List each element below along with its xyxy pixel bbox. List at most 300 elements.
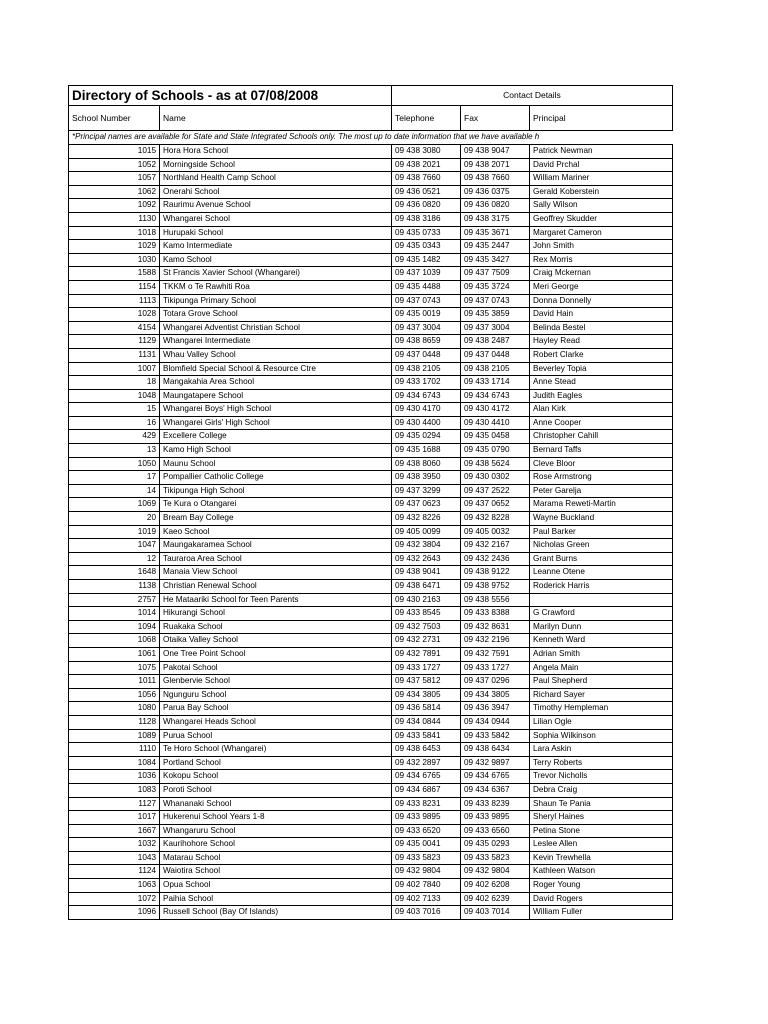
telephone-cell: 09 435 1482 (392, 253, 461, 267)
table-row (69, 471, 673, 485)
school-number-cell: 1094 (69, 620, 160, 634)
fax-cell: 09 434 3805 (461, 688, 530, 702)
fax-cell: 09 438 2487 (461, 335, 530, 349)
contact-details-label: Contact Details (392, 86, 673, 106)
telephone-cell: 09 435 1688 (392, 444, 461, 458)
principal-cell: Anne Cooper (530, 416, 673, 430)
school-number-cell: 1113 (69, 294, 160, 308)
school-number-cell: 1015 (69, 145, 160, 159)
principal-cell: Richard Sayer (530, 688, 673, 702)
table-row (69, 280, 673, 294)
telephone-cell: 09 433 5823 (392, 851, 461, 865)
telephone-cell: 09 438 3186 (392, 212, 461, 226)
telephone-cell: 09 432 2643 (392, 552, 461, 566)
school-name-cell: Whangarei Heads School (160, 715, 392, 729)
telephone-cell: 09 432 3804 (392, 539, 461, 553)
table-row (69, 430, 673, 444)
school-name-cell: Parua Bay School (160, 702, 392, 716)
principal-cell: Marilyn Dunn (530, 620, 673, 634)
telephone-cell: 09 430 4170 (392, 403, 461, 417)
principal-cell: Judith Eagles (530, 389, 673, 403)
school-number-cell: 1019 (69, 525, 160, 539)
table-row (69, 743, 673, 757)
fax-cell: 09 438 5556 (461, 593, 530, 607)
table-row (69, 811, 673, 825)
principal-cell: Kenneth Ward (530, 634, 673, 648)
fax-cell: 09 437 0448 (461, 348, 530, 362)
column-header-row (69, 106, 673, 131)
principal-cell: Grant Burns (530, 552, 673, 566)
fax-cell: 09 432 8228 (461, 512, 530, 526)
school-name-cell: Kamo High School (160, 444, 392, 458)
school-name-cell: Hikurangi School (160, 607, 392, 621)
principal-cell: Geoffrey Skudder (530, 212, 673, 226)
table-row (69, 294, 673, 308)
school-number-cell: 1030 (69, 253, 160, 267)
fax-cell: 09 438 2071 (461, 158, 530, 172)
principal-cell: Craig Mckernan (530, 267, 673, 281)
principal-cell: Wayne Buckland (530, 512, 673, 526)
principal-cell: Gerald Koberstein (530, 185, 673, 199)
telephone-cell: 09 436 0820 (392, 199, 461, 213)
school-number-cell: 1017 (69, 811, 160, 825)
fax-cell: 09 432 7591 (461, 647, 530, 661)
table-row (69, 851, 673, 865)
fax-cell: 09 434 6765 (461, 770, 530, 784)
school-number-cell: 16 (69, 416, 160, 430)
telephone-cell: 09 432 8226 (392, 512, 461, 526)
table-row (69, 892, 673, 906)
fax-cell: 09 430 0302 (461, 471, 530, 485)
fax-cell: 09 433 1727 (461, 661, 530, 675)
fax-cell: 09 432 2196 (461, 634, 530, 648)
telephone-cell: 09 435 0343 (392, 240, 461, 254)
principal-cell: David Rogers (530, 892, 673, 906)
telephone-cell: 09 434 3805 (392, 688, 461, 702)
table-row (69, 172, 673, 186)
school-number-cell: 2757 (69, 593, 160, 607)
fax-cell: 09 438 9047 (461, 145, 530, 159)
header-fax: Fax (461, 106, 530, 131)
telephone-cell: 09 438 6453 (392, 743, 461, 757)
fax-cell: 09 433 1714 (461, 376, 530, 390)
principal-cell: Roderick Harris (530, 580, 673, 594)
table-row (69, 512, 673, 526)
header-principal: Principal (530, 106, 673, 131)
school-number-cell: 1130 (69, 212, 160, 226)
telephone-cell: 09 436 5814 (392, 702, 461, 716)
school-name-cell: Maungakaramea School (160, 539, 392, 553)
principal-cell: Patrick Newman (530, 145, 673, 159)
fax-cell: 09 433 8239 (461, 797, 530, 811)
table-row (69, 702, 673, 716)
school-number-cell: 1667 (69, 824, 160, 838)
principal-note: *Principal names are available for State and State Integrated Schools only. The most up to date information that we have available h (69, 131, 673, 145)
fax-cell: 09 436 0820 (461, 199, 530, 213)
fax-cell: 09 435 3724 (461, 280, 530, 294)
school-name-cell: Totara Grove School (160, 308, 392, 322)
school-name-cell: Maungatapere School (160, 389, 392, 403)
table-row (69, 797, 673, 811)
school-name-cell: Tauraroa Area School (160, 552, 392, 566)
principal-cell: Rose Armstrong (530, 471, 673, 485)
telephone-cell: 09 435 0294 (392, 430, 461, 444)
table-row (69, 226, 673, 240)
telephone-cell: 09 433 1702 (392, 376, 461, 390)
principal-cell: William Fuller (530, 906, 673, 920)
telephone-cell: 09 434 6867 (392, 783, 461, 797)
school-name-cell: Mangakahia Area School (160, 376, 392, 390)
telephone-cell: 09 437 1039 (392, 267, 461, 281)
school-name-cell: Whangarei Adventist Christian School (160, 321, 392, 335)
fax-cell: 09 433 8388 (461, 607, 530, 621)
telephone-cell: 09 402 7840 (392, 879, 461, 893)
table-row (69, 838, 673, 852)
telephone-cell: 09 435 0733 (392, 226, 461, 240)
school-name-cell: Tikipunga Primary School (160, 294, 392, 308)
table-row (69, 607, 673, 621)
telephone-cell: 09 435 0019 (392, 308, 461, 322)
telephone-cell: 09 438 8659 (392, 335, 461, 349)
telephone-cell: 09 434 6765 (392, 770, 461, 784)
telephone-cell: 09 432 7891 (392, 647, 461, 661)
school-number-cell: 1075 (69, 661, 160, 675)
table-row (69, 729, 673, 743)
school-number-cell: 1084 (69, 756, 160, 770)
school-number-cell: 1110 (69, 743, 160, 757)
fax-cell: 09 438 3175 (461, 212, 530, 226)
fax-cell: 09 438 9122 (461, 566, 530, 580)
school-name-cell: Poroti School (160, 783, 392, 797)
school-number-cell: 1050 (69, 457, 160, 471)
principal-cell: Petina Stone (530, 824, 673, 838)
school-name-cell: Ngunguru School (160, 688, 392, 702)
principal-cell: Meri George (530, 280, 673, 294)
school-name-cell: Hora Hora School (160, 145, 392, 159)
school-number-cell: 1648 (69, 566, 160, 580)
telephone-cell: 09 438 8060 (392, 457, 461, 471)
fax-cell: 09 434 6367 (461, 783, 530, 797)
telephone-cell: 09 430 2163 (392, 593, 461, 607)
principal-cell: Rex Morris (530, 253, 673, 267)
fax-cell: 09 438 9752 (461, 580, 530, 594)
telephone-cell: 09 433 1727 (392, 661, 461, 675)
table-row (69, 498, 673, 512)
table-row (69, 580, 673, 594)
table-row (69, 879, 673, 893)
school-name-cell: Kamo Intermediate (160, 240, 392, 254)
telephone-cell: 09 405 0099 (392, 525, 461, 539)
school-number-cell: 429 (69, 430, 160, 444)
school-number-cell: 1124 (69, 865, 160, 879)
school-number-cell: 17 (69, 471, 160, 485)
fax-cell: 09 435 2447 (461, 240, 530, 254)
principal-cell: Marama Reweti-Martin (530, 498, 673, 512)
telephone-cell: 09 437 0448 (392, 348, 461, 362)
school-number-cell: 1588 (69, 267, 160, 281)
school-number-cell: 18 (69, 376, 160, 390)
table-row (69, 647, 673, 661)
principal-cell: Kathleen Watson (530, 865, 673, 879)
principal-cell: Sally Wilson (530, 199, 673, 213)
school-name-cell: Opua School (160, 879, 392, 893)
table-row (69, 756, 673, 770)
school-name-cell: Whangarei Intermediate (160, 335, 392, 349)
school-number-cell: 1138 (69, 580, 160, 594)
fax-cell: 09 437 7509 (461, 267, 530, 281)
school-number-cell: 1069 (69, 498, 160, 512)
fax-cell: 09 432 8631 (461, 620, 530, 634)
school-name-cell: Whangaruru School (160, 824, 392, 838)
fax-cell: 09 403 7014 (461, 906, 530, 920)
school-number-cell: 1057 (69, 172, 160, 186)
principal-cell: Paul Barker (530, 525, 673, 539)
telephone-cell: 09 438 6471 (392, 580, 461, 594)
fax-cell: 09 437 3004 (461, 321, 530, 335)
school-number-cell: 4154 (69, 321, 160, 335)
fax-cell: 09 432 9804 (461, 865, 530, 879)
telephone-cell: 09 435 0041 (392, 838, 461, 852)
school-name-cell: Portland School (160, 756, 392, 770)
header-name: Name (160, 106, 392, 131)
table-row (69, 865, 673, 879)
school-name-cell: Matarau School (160, 851, 392, 865)
telephone-cell: 09 438 2021 (392, 158, 461, 172)
fax-cell: 09 430 4410 (461, 416, 530, 430)
fax-cell: 09 433 9895 (461, 811, 530, 825)
principal-cell: Margaret Cameron (530, 226, 673, 240)
table-row (69, 593, 673, 607)
school-name-cell: Kamo School (160, 253, 392, 267)
principal-cell: Robert Clarke (530, 348, 673, 362)
telephone-cell: 09 433 8545 (392, 607, 461, 621)
table-row (69, 212, 673, 226)
school-number-cell: 1007 (69, 362, 160, 376)
principal-cell: Sophia Wilkinson (530, 729, 673, 743)
table-row (69, 566, 673, 580)
school-name-cell: Raurimu Avenue School (160, 199, 392, 213)
school-name-cell: TKKM o Te Rawhiti Roa (160, 280, 392, 294)
table-row (69, 308, 673, 322)
principal-cell: Timothy Hempleman (530, 702, 673, 716)
school-name-cell: Kokopu School (160, 770, 392, 784)
fax-cell: 09 437 0652 (461, 498, 530, 512)
principal-cell: Cleve Bloor (530, 457, 673, 471)
fax-cell: 09 435 3427 (461, 253, 530, 267)
school-name-cell: Bream Bay College (160, 512, 392, 526)
telephone-cell: 09 435 4488 (392, 280, 461, 294)
table-row (69, 688, 673, 702)
principal-cell: Shaun Te Pania (530, 797, 673, 811)
principal-cell: Hayley Read (530, 335, 673, 349)
table-row (69, 416, 673, 430)
principal-cell: Donna Donnelly (530, 294, 673, 308)
telephone-cell: 09 433 6520 (392, 824, 461, 838)
school-number-cell: 1154 (69, 280, 160, 294)
fax-cell: 09 435 0458 (461, 430, 530, 444)
telephone-cell: 09 434 0844 (392, 715, 461, 729)
school-name-cell: Manaia View School (160, 566, 392, 580)
school-directory-sheet (68, 85, 672, 920)
table-row (69, 457, 673, 471)
fax-cell: 09 438 6434 (461, 743, 530, 757)
fax-cell: 09 435 3671 (461, 226, 530, 240)
school-name-cell: Whananaki School (160, 797, 392, 811)
school-name-cell: Morningside School (160, 158, 392, 172)
telephone-cell: 09 432 9804 (392, 865, 461, 879)
principal-cell: Angela Main (530, 661, 673, 675)
school-number-cell: 1047 (69, 539, 160, 553)
fax-cell: 09 437 0743 (461, 294, 530, 308)
fax-cell: 09 435 0293 (461, 838, 530, 852)
school-name-cell: Onerahi School (160, 185, 392, 199)
fax-cell: 09 435 0790 (461, 444, 530, 458)
table-row (69, 552, 673, 566)
table-row (69, 824, 673, 838)
telephone-cell: 09 438 2105 (392, 362, 461, 376)
principal-cell: Anne Stead (530, 376, 673, 390)
school-number-cell: 1018 (69, 226, 160, 240)
table-row (69, 661, 673, 675)
header-school-number: School Number (69, 106, 160, 131)
principal-cell: David Hain (530, 308, 673, 322)
school-name-cell: Maunu School (160, 457, 392, 471)
telephone-cell: 09 430 4400 (392, 416, 461, 430)
telephone-cell: 09 433 5841 (392, 729, 461, 743)
school-name-cell: Whangarei Girls' High School (160, 416, 392, 430)
telephone-cell: 09 432 2897 (392, 756, 461, 770)
principal-cell: Beverley Topia (530, 362, 673, 376)
principal-cell: Leanne Otene (530, 566, 673, 580)
table-row (69, 267, 673, 281)
school-name-cell: Te Horo School (Whangarei) (160, 743, 392, 757)
school-number-cell: 1061 (69, 647, 160, 661)
telephone-cell: 09 403 7016 (392, 906, 461, 920)
table-row (69, 145, 673, 159)
fax-cell: 09 405 0032 (461, 525, 530, 539)
school-name-cell: Glenbervie School (160, 675, 392, 689)
telephone-cell: 09 438 3950 (392, 471, 461, 485)
telephone-cell: 09 433 9895 (392, 811, 461, 825)
principal-cell: David Prchal (530, 158, 673, 172)
school-number-cell: 1052 (69, 158, 160, 172)
principal-cell: Roger Young (530, 879, 673, 893)
school-name-cell: Purua School (160, 729, 392, 743)
telephone-cell: 09 432 2731 (392, 634, 461, 648)
fax-cell: 09 435 3859 (461, 308, 530, 322)
school-name-cell: Whangarei Boys' High School (160, 403, 392, 417)
school-name-cell: Hurupaki School (160, 226, 392, 240)
title-row (69, 86, 673, 106)
school-number-cell: 1048 (69, 389, 160, 403)
principal-cell: Peter Garelja (530, 484, 673, 498)
table-row (69, 675, 673, 689)
school-number-cell: 1011 (69, 675, 160, 689)
school-name-cell: Te Kura o Otangarei (160, 498, 392, 512)
table-row (69, 783, 673, 797)
fax-cell: 09 433 5823 (461, 851, 530, 865)
school-number-cell: 1089 (69, 729, 160, 743)
principal-cell: Sheryl Haines (530, 811, 673, 825)
table-row (69, 444, 673, 458)
principal-cell: Nicholas Green (530, 539, 673, 553)
principal-cell: Bernard Taffs (530, 444, 673, 458)
principal-cell: William Mariner (530, 172, 673, 186)
fax-cell: 09 437 2522 (461, 484, 530, 498)
school-number-cell: 1080 (69, 702, 160, 716)
telephone-cell: 09 438 3080 (392, 145, 461, 159)
principal-cell: Leslee Allen (530, 838, 673, 852)
table-row (69, 403, 673, 417)
telephone-cell: 09 438 7660 (392, 172, 461, 186)
table-row (69, 539, 673, 553)
school-number-cell: 1063 (69, 879, 160, 893)
school-name-cell: Excellere College (160, 430, 392, 444)
table-row (69, 185, 673, 199)
table-row (69, 321, 673, 335)
school-number-cell: 14 (69, 484, 160, 498)
table-row (69, 525, 673, 539)
school-number-cell: 1129 (69, 335, 160, 349)
table-row (69, 376, 673, 390)
school-number-cell: 1128 (69, 715, 160, 729)
table-row (69, 906, 673, 920)
school-name-cell: Ruakaka School (160, 620, 392, 634)
school-number-cell: 1029 (69, 240, 160, 254)
table-row (69, 620, 673, 634)
principal-cell: Debra Craig (530, 783, 673, 797)
school-name-cell: St Francis Xavier School (Whangarei) (160, 267, 392, 281)
table-row (69, 389, 673, 403)
school-name-cell: Hukerenui School Years 1-8 (160, 811, 392, 825)
school-name-cell: Tikipunga High School (160, 484, 392, 498)
fax-cell: 09 433 5842 (461, 729, 530, 743)
principal-cell: Lilian Ogle (530, 715, 673, 729)
school-number-cell: 1043 (69, 851, 160, 865)
telephone-cell: 09 437 3004 (392, 321, 461, 335)
school-rows (69, 145, 673, 920)
school-number-cell: 1096 (69, 906, 160, 920)
principal-cell: G Crawford (530, 607, 673, 621)
telephone-cell: 09 437 0743 (392, 294, 461, 308)
table-row (69, 484, 673, 498)
page-title: Directory of Schools - as at 07/08/2008 (69, 86, 392, 106)
telephone-cell: 09 438 9041 (392, 566, 461, 580)
fax-cell: 09 438 7660 (461, 172, 530, 186)
school-name-cell: Paihia School (160, 892, 392, 906)
fax-cell: 09 433 6560 (461, 824, 530, 838)
principal-cell: Kevin Trewhella (530, 851, 673, 865)
fax-cell: 09 432 2436 (461, 552, 530, 566)
fax-cell: 09 432 2167 (461, 539, 530, 553)
telephone-cell: 09 432 7503 (392, 620, 461, 634)
principal-cell (530, 593, 673, 607)
school-name-cell: Whau Valley School (160, 348, 392, 362)
fax-cell: 09 434 6743 (461, 389, 530, 403)
school-name-cell: Christian Renewal School (160, 580, 392, 594)
principal-cell: Lara Askin (530, 743, 673, 757)
school-number-cell: 15 (69, 403, 160, 417)
school-number-cell: 1068 (69, 634, 160, 648)
school-number-cell: 1056 (69, 688, 160, 702)
telephone-cell: 09 433 8231 (392, 797, 461, 811)
school-number-cell: 1014 (69, 607, 160, 621)
table-row (69, 362, 673, 376)
fax-cell: 09 437 0296 (461, 675, 530, 689)
school-name-cell: Northland Health Camp School (160, 172, 392, 186)
school-name-cell: Blomfield Special School & Resource Ctre (160, 362, 392, 376)
table-row (69, 335, 673, 349)
